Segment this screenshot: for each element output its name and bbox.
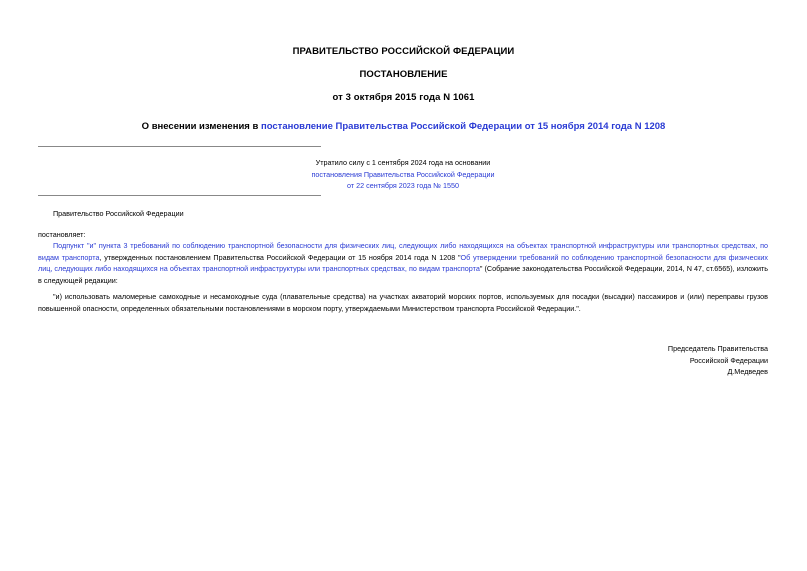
document-type: ПОСТАНОВЛЕНИЕ — [359, 69, 448, 80]
notice-link-resolution-1550[interactable]: постановления Правительства Российской Федерации — [311, 169, 495, 179]
signature-block — [548, 343, 768, 378]
notice-line-1: Утратило силу с 1 сентября 2024 года на основании — [315, 158, 491, 167]
divider-top — [38, 146, 321, 147]
divider-bottom — [38, 195, 321, 196]
notice-link-date[interactable]: от 22 сентября 2023 года № 1550 — [347, 181, 459, 190]
amendment-text-c: " (Собрание законодательства Российской Федерации, 2014, N 47, ст.6565), изложить в следующей редакции: — [38, 264, 769, 285]
paragraph-amendment — [38, 240, 768, 286]
link-requirements[interactable]: Подпункт "и" пункта 3 требований по соблюдению транспортной безопасности для физических лиц, следующих либо находящихся на объектах транспортной инфраструктуры или транспортных средствах, по видам транспорта — [38, 241, 768, 262]
paragraph-new-wording: "и) использовать маломерные самоходные и несамоходные суда (плавательные средства) на участках акваторий морских портов, используемых для посадки (высадки) пассажиров и (или) переправы грузов повышенной опасности, определенных обязательными постановлениями в морском порту, утверждаемыми Министерством транспорта Российской Федерации.". — [38, 292, 768, 313]
government-heading: ПРАВИТЕЛЬСТВО РОССИЙСКОЙ ФЕДЕРАЦИИ — [292, 46, 515, 57]
title-prefix: О внесении изменения в — [141, 121, 261, 132]
signature-country: Российской Федерации — [689, 355, 768, 365]
link-requirements-title[interactable]: Об утверждении требований по соблюдению транспортной безопасности для физических лиц, следующих либо находящихся на объектах транспортной инфраструктуры или транспортных средствах, по видам транспорта — [38, 252, 768, 274]
validity-notice — [250, 157, 556, 192]
decides-text: постановляет: — [38, 230, 86, 239]
intro-text: Правительство Российской Федерации — [53, 209, 184, 218]
document-date-number: от 3 октября 2015 года N 1061 — [332, 92, 475, 103]
title-link-resolution-1208[interactable]: постановление Правительства Российской Федерации от 15 ноября 2014 года N 1208 — [260, 121, 666, 132]
signature-name: Д.Медведев — [727, 367, 768, 377]
signature-position: Председатель Правительства — [667, 344, 768, 353]
document-title — [0, 121, 807, 132]
amendment-text-b: , утвержденных постановлением Правительства Российской Федерации от 15 ноября 2014 года N 1208 " — [99, 252, 461, 262]
